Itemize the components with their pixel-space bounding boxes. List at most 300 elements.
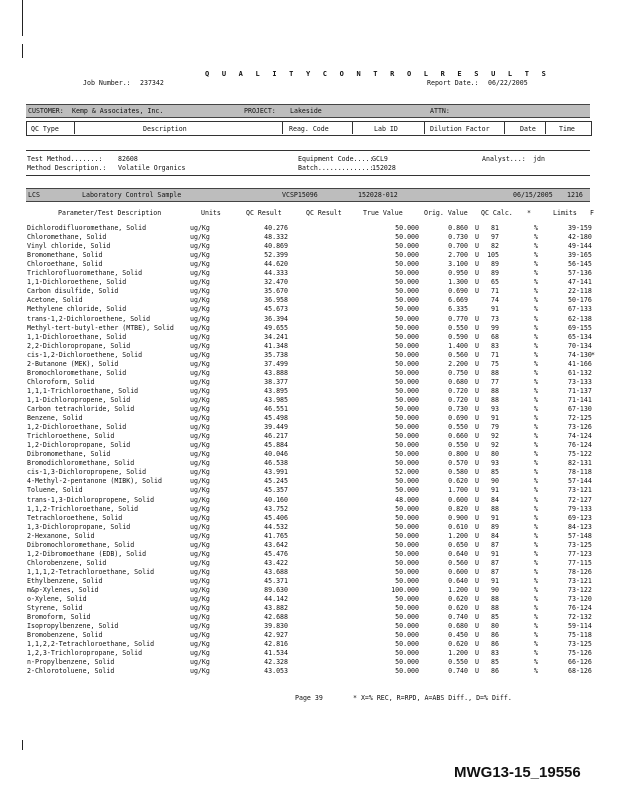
cell-orig: 0.560: [448, 350, 468, 359]
cell-pct: %: [534, 658, 538, 667]
cell-true: 48.000: [395, 495, 419, 504]
cell-pct: %: [534, 287, 538, 296]
cell-name: Chlorobenzene, Solid: [27, 558, 107, 567]
cell-flag: U: [475, 522, 479, 531]
table-row: [0, 468, 618, 477]
table-row: [0, 242, 618, 251]
cell-orig: 3.100: [448, 260, 468, 269]
cell-qc: 43.882: [264, 604, 288, 613]
cell-units: ug/Kg: [190, 558, 210, 567]
table-row: [0, 577, 618, 586]
cell-orig: 1.200: [448, 531, 468, 540]
cell-name: 1,3-Dichloropropane, Solid: [27, 522, 131, 531]
cell-calc: 65: [491, 278, 499, 287]
cell-units: ug/Kg: [190, 622, 210, 631]
cell-calc: 83: [491, 341, 499, 350]
cell-lim: 74-130: [568, 350, 592, 359]
cell-orig: 0.690: [448, 287, 468, 296]
cell-true: 50.000: [395, 504, 419, 513]
cell-lim: 57-136: [568, 269, 592, 278]
cell-lim: 76-124: [568, 604, 592, 613]
cell-qc: 40.046: [264, 450, 288, 459]
th-f: F: [590, 209, 594, 217]
cell-pct: %: [534, 296, 538, 305]
cell-name: Vinyl chloride, Solid: [27, 242, 111, 251]
table-row: [0, 441, 618, 450]
cell-orig: 6.335: [448, 305, 468, 314]
cell-orig: 0.740: [448, 613, 468, 622]
cell-pct: %: [534, 423, 538, 432]
analyst: jdn: [533, 155, 545, 163]
project-label: PROJECT:: [244, 107, 276, 115]
cell-units: ug/Kg: [190, 613, 210, 622]
cell-calc: 88: [491, 504, 499, 513]
cell-calc: 92: [491, 432, 499, 441]
cell-lim: 65-134: [568, 332, 592, 341]
table-row: [0, 667, 618, 676]
table-row: [0, 333, 618, 342]
cell-lim: 75-126: [568, 649, 592, 658]
cell-units: ug/Kg: [190, 368, 210, 377]
cell-pct: %: [534, 332, 538, 341]
cell-units: ug/Kg: [190, 658, 210, 667]
document-id: MWG13-15_19556: [454, 764, 581, 781]
cell-name: 1,1-Dichloropropene, Solid: [27, 395, 131, 404]
cell-calc: 91: [491, 486, 499, 495]
cell-name: 1,1-Dichloroethene, Solid: [27, 278, 127, 287]
cell-name: Styrene, Solid: [27, 604, 83, 613]
cell-name: Chloroform, Solid: [27, 377, 95, 386]
cell-qc: 44.620: [264, 260, 288, 269]
cell-lim: 39-159: [568, 224, 592, 232]
cell-units: ug/Kg: [190, 540, 210, 549]
cell-calc: 86: [491, 640, 499, 649]
cell-units: ug/Kg: [190, 567, 210, 576]
cell-orig: 0.730: [448, 405, 468, 413]
cell-true: 50.000: [395, 296, 419, 305]
cell-pct: %: [534, 486, 538, 495]
cell-lim: 77-123: [568, 549, 592, 558]
cell-qc: 32.470: [264, 278, 288, 287]
cell-orig: 0.660: [448, 432, 468, 441]
cell-flag: U: [475, 242, 479, 251]
cell-qc: 43.895: [264, 386, 288, 395]
cell-units: ug/Kg: [190, 350, 210, 359]
cell-flag: U: [475, 323, 479, 332]
table-row: [0, 278, 618, 287]
cell-qc: 36.958: [264, 296, 288, 305]
cell-pct: %: [534, 549, 538, 558]
cell-qc: 39.449: [264, 423, 288, 432]
cell-pct: %: [534, 540, 538, 549]
table-row: [0, 414, 618, 423]
cell-units: ug/Kg: [190, 386, 210, 395]
cell-orig: 1.300: [448, 278, 468, 287]
cell-name: Ethylbenzene, Solid: [27, 576, 103, 585]
cell-lim: 75-118: [568, 631, 592, 640]
cell-name: 1,2-Dichloroethane, Solid: [27, 423, 127, 432]
report-title: Q U A L I T Y C O N T R O L R E S U L T S: [205, 70, 550, 78]
cell-name: trans-1,2-Dichloroethene, Solid: [27, 314, 151, 323]
cell-name: Toluene, Solid: [27, 486, 83, 495]
table-row: [0, 658, 618, 667]
cell-lim: 72-127: [568, 495, 592, 504]
cell-name: Acetone, Solid: [27, 296, 83, 305]
cell-flag: U: [475, 287, 479, 296]
cell-calc: 86: [491, 667, 499, 676]
cell-units: ug/Kg: [190, 278, 210, 287]
cell-name: 1,1,1,2-Tetrachloroethane, Solid: [27, 567, 155, 576]
cell-flag: U: [475, 314, 479, 323]
cell-true: 50.000: [395, 649, 419, 658]
cell-name: Dichlorodifluoromethane, Solid: [27, 224, 147, 232]
table-row: [0, 324, 618, 333]
table-row: [0, 369, 618, 378]
cell-qc: 46.551: [264, 405, 288, 413]
cell-name: Chloromethane, Solid: [27, 233, 107, 242]
cell-orig: 0.900: [448, 513, 468, 522]
cell-calc: 81: [491, 224, 499, 232]
cell-true: 50.000: [395, 377, 419, 386]
cell-calc: 90: [491, 477, 499, 486]
cell-pct: %: [534, 441, 538, 450]
cell-units: ug/Kg: [190, 296, 210, 305]
cell-units: ug/Kg: [190, 423, 210, 432]
cell-true: 50.000: [395, 576, 419, 585]
method-desc: Volatile Organics: [118, 164, 186, 172]
cell-qc: 89.630: [264, 586, 288, 594]
cell-calc: 77: [491, 377, 499, 386]
cell-qc: 43.991: [264, 468, 288, 477]
cell-qc: 48.332: [264, 233, 288, 242]
col-lab-id: Lab ID: [374, 125, 398, 133]
batch-label: Batch.............:: [298, 164, 374, 172]
cell-true: 50.000: [395, 332, 419, 341]
cell-units: ug/Kg: [190, 631, 210, 640]
table-row: [0, 405, 618, 414]
cell-qc: 44.532: [264, 522, 288, 531]
cell-flag: U: [475, 368, 479, 377]
cell-calc: 84: [491, 531, 499, 540]
cell-flag: U: [475, 233, 479, 242]
cell-flag: U: [475, 558, 479, 567]
cell-pct: %: [534, 359, 538, 368]
cell-units: ug/Kg: [190, 504, 210, 513]
cell-calc: 71: [491, 350, 499, 359]
cell-name: Methylene chloride, Solid: [27, 305, 127, 314]
cell-qc: 45.245: [264, 477, 288, 486]
cell-flag: U: [475, 504, 479, 513]
cell-orig: 0.690: [448, 414, 468, 423]
analyst-label: Analyst...:: [482, 155, 526, 163]
cell-true: 50.000: [395, 513, 419, 522]
col-dilution: Dilution Factor: [430, 125, 490, 133]
cell-calc: 88: [491, 386, 499, 395]
cell-units: ug/Kg: [190, 477, 210, 486]
sample-lab-id: 152028-012: [358, 191, 398, 199]
cell-units: ug/Kg: [190, 405, 210, 413]
table-row: [0, 532, 618, 541]
cell-orig: 0.740: [448, 667, 468, 676]
cell-true: 50.000: [395, 224, 419, 232]
col-date: Date: [520, 125, 536, 133]
cell-units: ug/Kg: [190, 468, 210, 477]
cell-orig: 0.600: [448, 567, 468, 576]
cell-flag: U: [475, 377, 479, 386]
cell-flag: U: [475, 341, 479, 350]
cell-true: 50.000: [395, 595, 419, 604]
cell-name: Benzene, Solid: [27, 414, 83, 423]
cell-name: 1,2-Dibromoethane (EDB), Solid: [27, 549, 147, 558]
cell-name: Isopropylbenzene, Solid: [27, 622, 119, 631]
table-row: [0, 269, 618, 278]
table-row: [0, 387, 618, 396]
cell-qc: 45.498: [264, 414, 288, 423]
binding-mark-bottom: [22, 740, 23, 750]
cell-name: Trichlorofluoromethane, Solid: [27, 269, 143, 278]
th-calc: QC Calc.: [481, 209, 513, 217]
cell-pct: %: [534, 495, 538, 504]
cell-name: m&p-Xylenes, Solid: [27, 586, 99, 594]
cell-calc: 91: [491, 549, 499, 558]
cell-qc: 40.276: [264, 224, 288, 232]
table-row: [0, 342, 618, 351]
cell-name: Methyl-tert-butyl-ether (MTBE), Solid: [27, 323, 174, 332]
cell-flag: U: [475, 432, 479, 441]
cell-lim: 71-141: [568, 395, 592, 404]
table-row: [0, 559, 618, 568]
table-row: [0, 477, 618, 486]
cell-pct: %: [534, 586, 538, 594]
cell-true: 50.000: [395, 287, 419, 296]
report-date-label: Report Date.:: [427, 79, 479, 87]
cell-qc: 45.406: [264, 513, 288, 522]
cell-orig: 0.590: [448, 332, 468, 341]
cell-orig: 0.550: [448, 323, 468, 332]
cell-qc: 39.830: [264, 622, 288, 631]
cell-true: 50.000: [395, 269, 419, 278]
sample-time: 1216: [567, 191, 583, 199]
cell-lim: 50-176: [568, 296, 592, 305]
cell-pct: %: [534, 567, 538, 576]
cell-calc: 88: [491, 395, 499, 404]
cell-calc: 80: [491, 450, 499, 459]
cell-true: 50.000: [395, 540, 419, 549]
cell-calc: 99: [491, 323, 499, 332]
cell-name: Carbon disulfide, Solid: [27, 287, 119, 296]
cell-units: ug/Kg: [190, 486, 210, 495]
table-row: [0, 459, 618, 468]
cell-true: 50.000: [395, 522, 419, 531]
cell-true: 50.000: [395, 233, 419, 242]
th-units: Units: [201, 209, 221, 217]
col-qc-type: QC Type: [31, 125, 59, 133]
cell-calc: 105: [487, 251, 499, 260]
cell-pct: %: [534, 251, 538, 260]
method-bottom-rule: [26, 175, 590, 176]
cell-flag: U: [475, 613, 479, 622]
cell-qc: 46.217: [264, 432, 288, 441]
table-row: [0, 613, 618, 622]
cell-orig: 0.860: [448, 224, 468, 232]
cell-lim: 57-148: [568, 531, 592, 540]
cell-qc: 52.399: [264, 251, 288, 260]
cell-true: 50.000: [395, 242, 419, 251]
cell-pct: %: [534, 224, 538, 232]
cell-lim: 74-124: [568, 432, 592, 441]
th-qc-result: QC Result: [246, 209, 282, 217]
table-row: [0, 622, 618, 631]
cell-flag: U: [475, 576, 479, 585]
cell-units: ug/Kg: [190, 549, 210, 558]
cell-qc: 43.053: [264, 667, 288, 676]
cell-lim: 77-115: [568, 558, 592, 567]
report-date: 06/22/2005: [488, 79, 528, 87]
cell-lim: 73-121: [568, 486, 592, 495]
cell-flag: U: [475, 604, 479, 613]
cell-pct: %: [534, 386, 538, 395]
table-row: [0, 640, 618, 649]
cell-calc: 87: [491, 558, 499, 567]
cell-pct: %: [534, 622, 538, 631]
cell-pct: %: [534, 468, 538, 477]
method-desc-label: Method Description.:: [27, 164, 107, 172]
cell-orig: 0.550: [448, 441, 468, 450]
cell-units: ug/Kg: [190, 314, 210, 323]
equip: GCL9: [372, 155, 388, 163]
cell-orig: 1.700: [448, 486, 468, 495]
cell-units: ug/Kg: [190, 595, 210, 604]
cell-qc: 42.328: [264, 658, 288, 667]
cell-name: Carbon tetrachloride, Solid: [27, 405, 135, 413]
cell-units: ug/Kg: [190, 667, 210, 676]
table-row: [0, 604, 618, 613]
table-row: [0, 396, 618, 405]
cell-flag: U: [475, 540, 479, 549]
cell-name: 2-Chlorotoluene, Solid: [27, 667, 115, 676]
cell-calc: 85: [491, 468, 499, 477]
sample-type: LCS: [28, 191, 40, 199]
cell-orig: 0.800: [448, 450, 468, 459]
cell-lim: 79-133: [568, 504, 592, 513]
cell-units: ug/Kg: [190, 604, 210, 613]
cell-calc: 91: [491, 513, 499, 522]
cell-orig: 0.620: [448, 595, 468, 604]
table-row: [0, 296, 618, 305]
cell-true: 50.000: [395, 251, 419, 260]
table-row: [0, 423, 618, 432]
cell-calc: 80: [491, 622, 499, 631]
cell-true: 50.000: [395, 323, 419, 332]
cell-true: 50.000: [395, 350, 419, 359]
cell-name: Chloroethane, Solid: [27, 260, 103, 269]
cell-flag: U: [475, 278, 479, 287]
cell-qc: 46.538: [264, 459, 288, 468]
cell-true: 50.000: [395, 459, 419, 468]
table-row: [0, 224, 618, 233]
cell-units: ug/Kg: [190, 640, 210, 649]
cell-qc: 45.371: [264, 576, 288, 585]
cell-flag: U: [475, 640, 479, 649]
cell-name: Bromoform, Solid: [27, 613, 91, 622]
results-table: [0, 224, 618, 684]
cell-pct: %: [534, 613, 538, 622]
cell-name: 1,2,3-Trichloropropane, Solid: [27, 649, 143, 658]
customer-label: CUSTOMER:: [28, 107, 64, 115]
cell-pct: %: [534, 341, 538, 350]
cell-calc: 93: [491, 459, 499, 468]
cell-orig: 6.669: [448, 296, 468, 305]
cell-units: ug/Kg: [190, 377, 210, 386]
col-time: Time: [559, 125, 575, 133]
cell-units: ug/Kg: [190, 287, 210, 296]
th-true-value: True Value: [363, 209, 403, 217]
cell-name: 1,1,2,2-Tetrachloroethane, Solid: [27, 640, 155, 649]
cell-pct: %: [534, 459, 538, 468]
cell-true: 50.000: [395, 640, 419, 649]
cell-units: ug/Kg: [190, 395, 210, 404]
table-row: [0, 432, 618, 441]
cell-qc: 43.688: [264, 567, 288, 576]
sample-description: Laboratory Control Sample: [82, 191, 182, 199]
cell-flag: U: [475, 486, 479, 495]
cell-flag: U: [475, 251, 479, 260]
cell-qc: 42.688: [264, 613, 288, 622]
cell-pct: %: [534, 305, 538, 314]
cell-lim: 69-123: [568, 513, 592, 522]
cell-calc: 97: [491, 233, 499, 242]
cell-calc: 79: [491, 423, 499, 432]
cell-calc: 93: [491, 405, 499, 413]
cell-flag: U: [475, 441, 479, 450]
cell-name: cis-1,3-Dichloropropene, Solid: [27, 468, 147, 477]
cell-flag: U: [475, 450, 479, 459]
cell-lim: 47-141: [568, 278, 592, 287]
cell-calc: 84: [491, 495, 499, 504]
cell-orig: 2.200: [448, 359, 468, 368]
cell-name: 2-Hexanone, Solid: [27, 531, 95, 540]
customer-value: Kemp & Associates, Inc.: [72, 107, 164, 115]
cell-calc: 88: [491, 604, 499, 613]
cell-orig: 1.200: [448, 649, 468, 658]
cell-flag: U: [475, 495, 479, 504]
cell-lim: 68-126: [568, 667, 592, 676]
job-number: 237342: [140, 79, 164, 87]
cell-lim: 73-125: [568, 640, 592, 649]
cell-qc: 44.333: [264, 269, 288, 278]
cell-lim: 42-180: [568, 233, 592, 242]
cell-orig: 0.730: [448, 233, 468, 242]
cell-pct: %: [534, 260, 538, 269]
cell-units: ug/Kg: [190, 260, 210, 269]
cell-units: ug/Kg: [190, 495, 210, 504]
cell-orig: 0.680: [448, 377, 468, 386]
project-value: Lakeside: [290, 107, 322, 115]
cell-units: ug/Kg: [190, 649, 210, 658]
cell-qc: 44.142: [264, 595, 288, 604]
cell-pct: %: [534, 667, 538, 676]
cell-units: ug/Kg: [190, 432, 210, 441]
cell-flag: U: [475, 405, 479, 413]
cell-qc: 49.655: [264, 323, 288, 332]
batch: 152028: [372, 164, 396, 172]
test-method-label: Test Method.......:: [27, 155, 103, 163]
cell-true: 50.000: [395, 667, 419, 676]
cell-true: 50.000: [395, 386, 419, 395]
cell-true: 50.000: [395, 567, 419, 576]
cell-pct: %: [534, 640, 538, 649]
cell-qc: 45.673: [264, 305, 288, 314]
